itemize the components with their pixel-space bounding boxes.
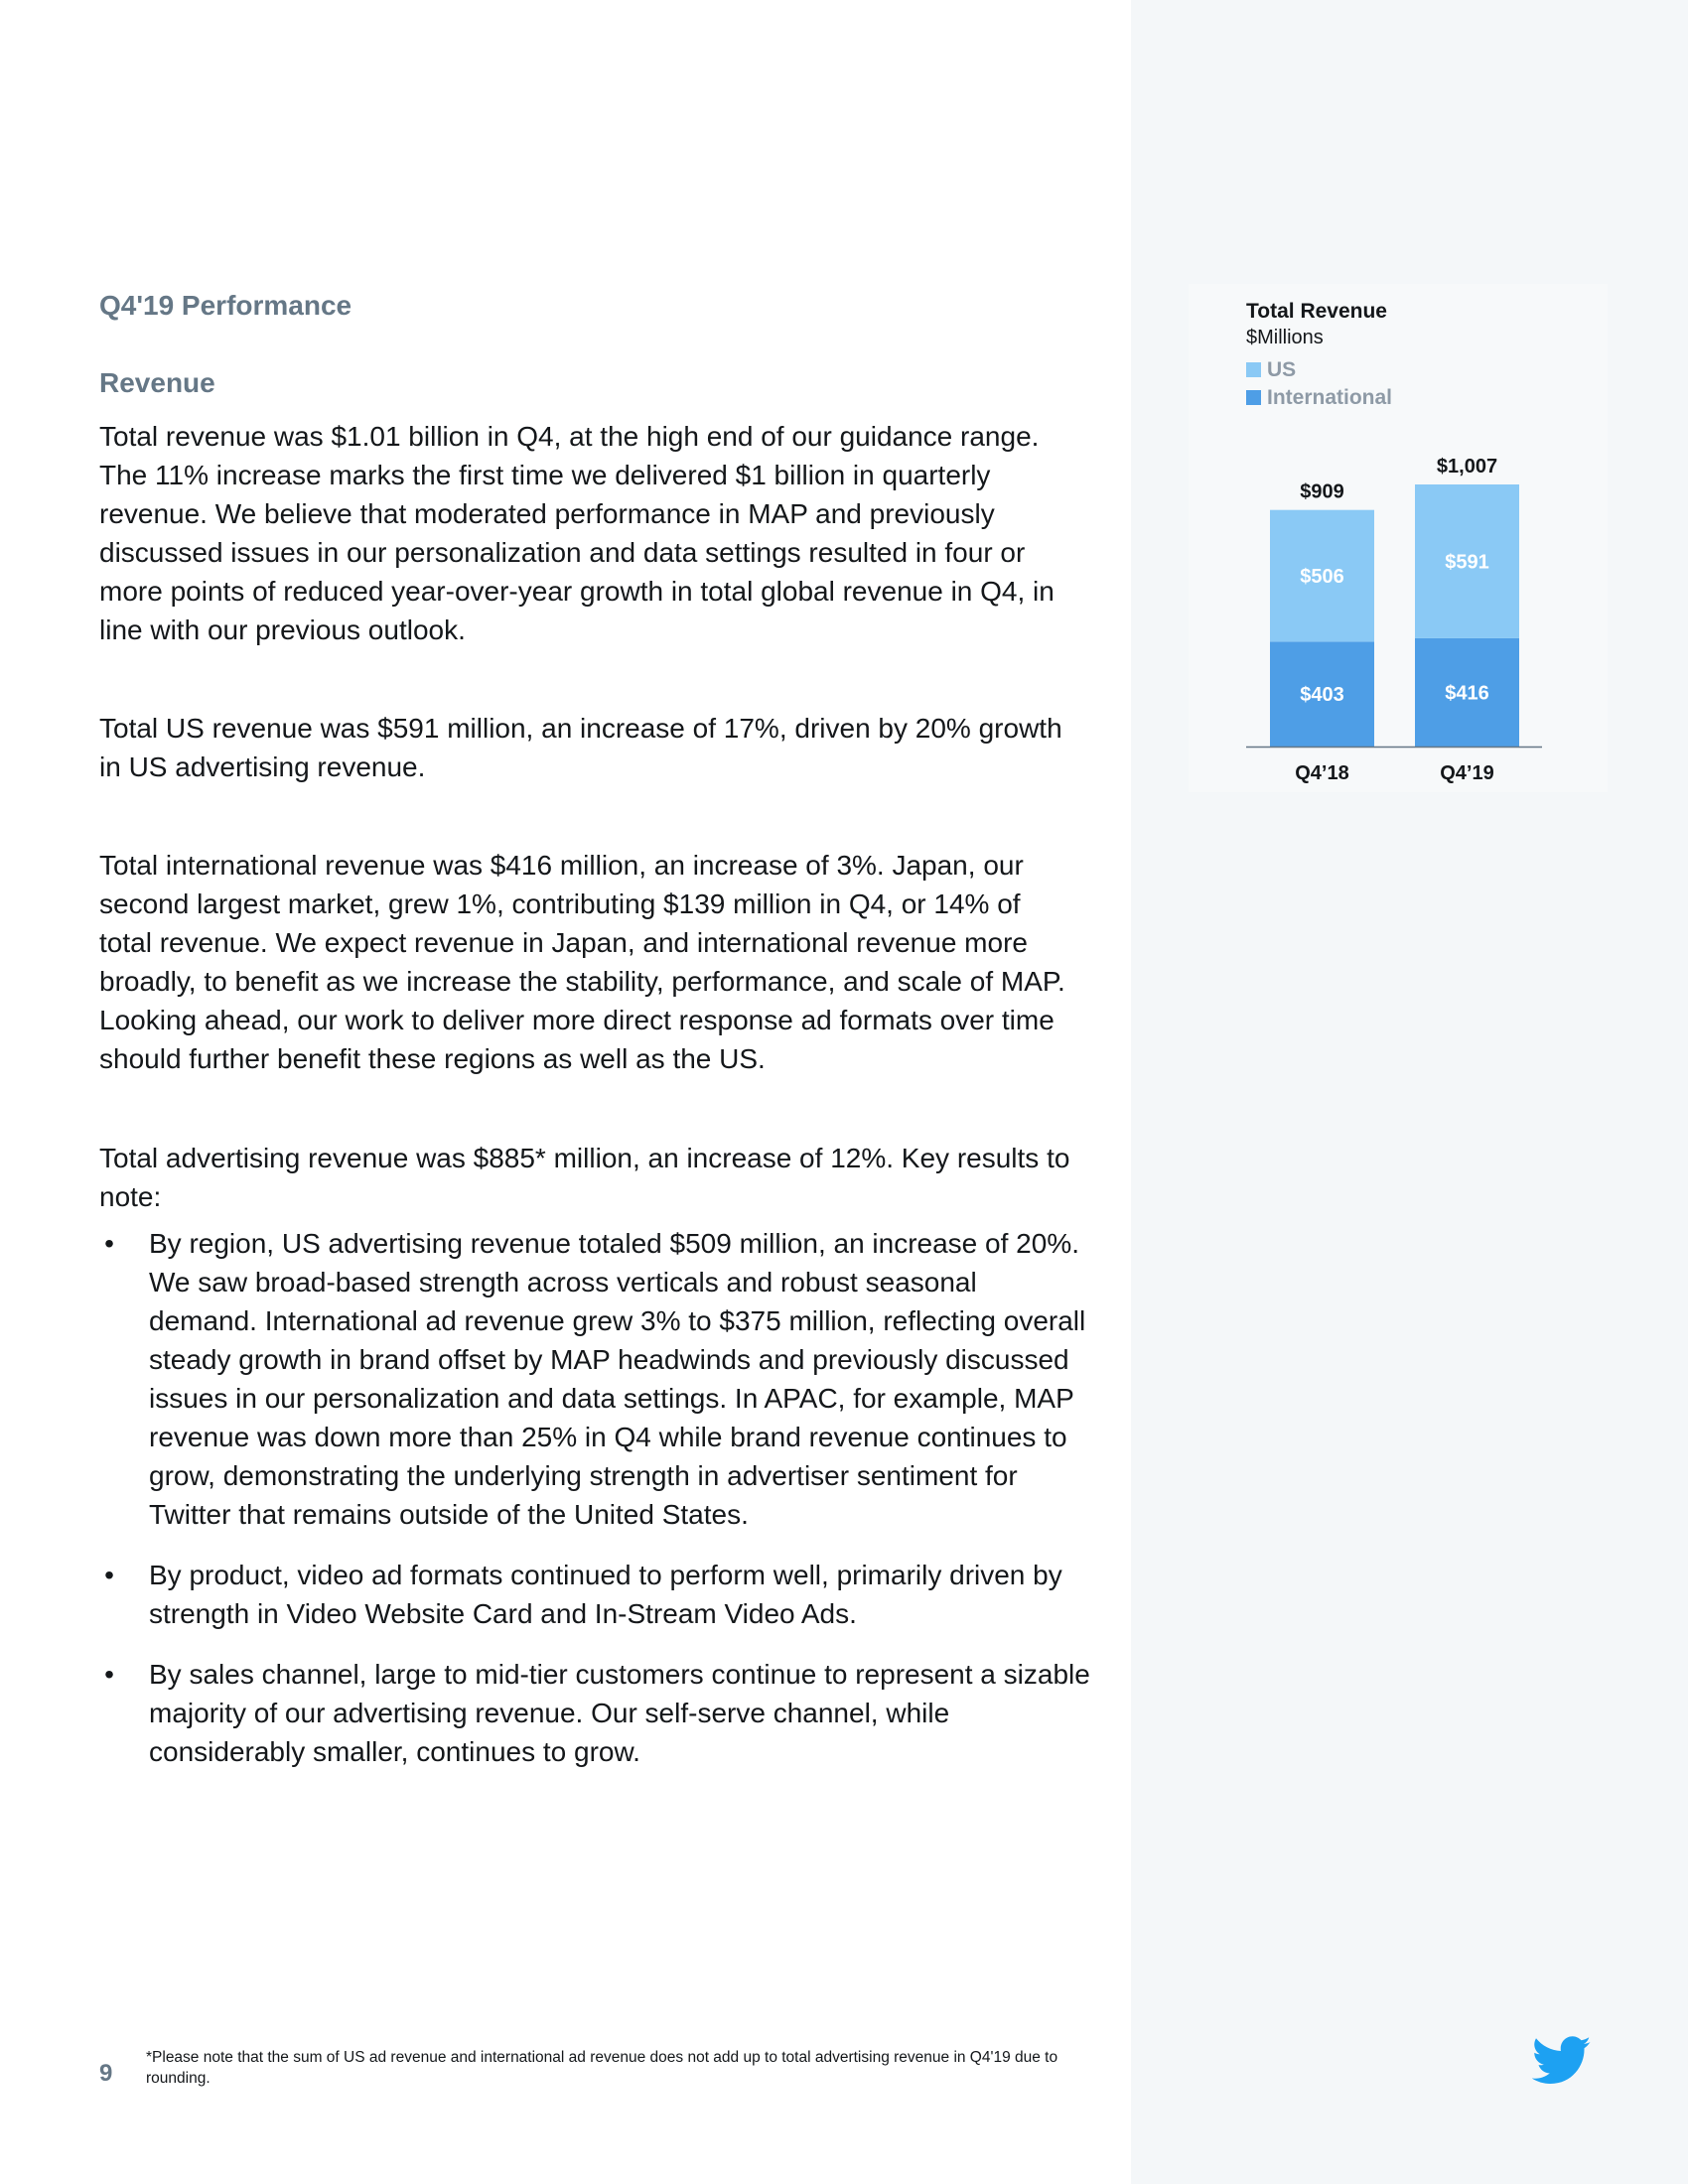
- chart-title: Total Revenue: [1246, 300, 1387, 323]
- revenue-subtitle: Revenue: [99, 367, 215, 398]
- paragraph-advertising-revenue: Total advertising revenue was $885* million, an increase of 12%. Key results to note:: [99, 1143, 1070, 1212]
- twitter-bird-icon: [1532, 2036, 1592, 2086]
- total-label-0: $909: [1300, 480, 1344, 503]
- bullet-text: By product, video ad formats continued to perform well, primarily driven by strength in Video Website Card and In-Stream Video Ads.: [149, 1560, 1062, 1629]
- bullet-text: By sales channel, large to mid-tier customers continue to represent a sizable majority of our advertising revenue. Our self-serve channel, while considerably smaller, continues to grow.: [149, 1659, 1090, 1767]
- chart-plot-area: [1189, 284, 1608, 792]
- x-tick-label-0: Q4’18: [1295, 762, 1349, 784]
- chart-subtitle: $Millions: [1246, 327, 1324, 348]
- list-item: [99, 1655, 1092, 1771]
- paragraph-us-revenue: Total US revenue was $591 million, an increase of 17%, driven by 20% growth in US advertising revenue.: [99, 713, 1062, 782]
- data-label-international-0: $403: [1300, 684, 1344, 707]
- list-item: [99, 1556, 1092, 1633]
- data-label-international-1: $416: [1445, 682, 1489, 705]
- total-label-1: $1,007: [1436, 456, 1498, 478]
- total-revenue-chart: [1189, 284, 1608, 792]
- key-results-list: [99, 1224, 1092, 1793]
- footnote: *Please note that the sum of US ad revenue and international ad revenue does not add up to total advertising revenue in Q4'19 due to rounding.: [146, 2049, 1058, 2087]
- list-item: [99, 1224, 1092, 1534]
- section-title: Q4'19 Performance: [99, 290, 352, 321]
- paragraph-international-revenue: Total international revenue was $416 million, an increase of 3%. Japan, our second largest market, grew 1%, contributing $139 million in Q4, or 14% of total revenue. We expect revenue in Japan, and international revenue more broadly, to benefit as we increase the stability, performance, and scale of MAP. Looking ahead, our work to deliver more direct response ad formats over time should further benefit these regions as well as the US.: [99, 850, 1065, 1074]
- bullet-icon: •: [104, 1659, 114, 1690]
- x-tick-label-1: Q4’19: [1440, 762, 1494, 784]
- legend-label-international: International: [1267, 386, 1393, 409]
- page-number: 9: [99, 2060, 113, 2087]
- bullet-icon: •: [104, 1560, 114, 1590]
- bullet-text: By region, US advertising revenue totaled $509 million, an increase of 20%. We saw broad-based strength across verticals and robust seasonal demand. International ad revenue grew 3% to $375 million, reflecting overall steady growth in brand offset by MAP headwinds and previously discussed issues in our personalization and data settings. In APAC, for example, MAP revenue was down more than 25% in Q4 while brand revenue continues to grow, demonstrating the underlying strength in advertiser sentiment for Twitter that remains outside of the United States.: [149, 1228, 1086, 1530]
- data-label-us-0: $506: [1300, 566, 1344, 589]
- data-label-us-1: $591: [1445, 551, 1489, 574]
- paragraph-total-revenue: Total revenue was $1.01 billion in Q4, at the high end of our guidance range. The 11% increase marks the first time we delivered $1 billion in quarterly revenue. We believe that moderated performance in MAP and previously discussed issues in our personalization and data settings resulted in four or more points of reduced year-over-year growth in total global revenue in Q4, in line with our previous outlook.: [99, 421, 1055, 645]
- legend-label-us: US: [1267, 358, 1297, 381]
- bullet-icon: •: [104, 1228, 114, 1259]
